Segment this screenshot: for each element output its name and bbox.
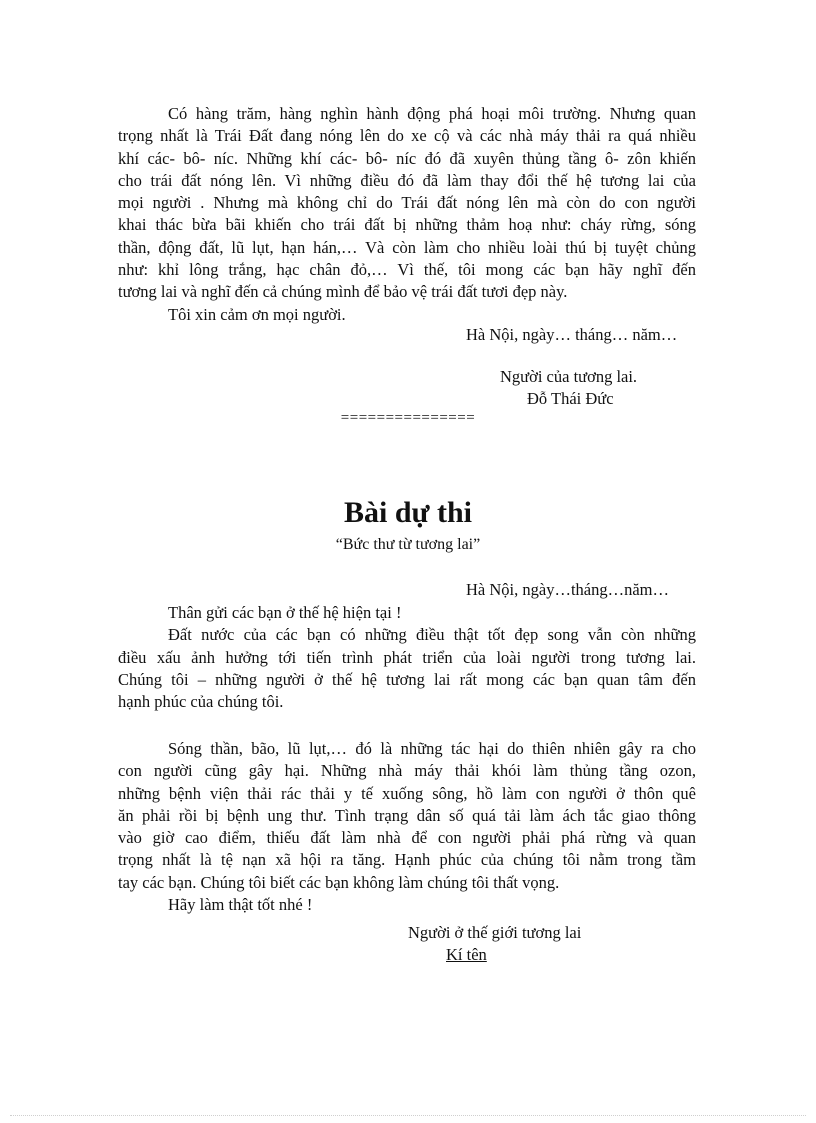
letter2-signature-name: Kí tên <box>446 945 487 964</box>
letter2-body <box>118 602 696 713</box>
letter2-paragraph2 <box>118 738 696 916</box>
paragraph-line: tương lai và nghĩ đến cả chúng mình để bảo vệ trái đất tươi đẹp này. <box>118 282 568 302</box>
letter1-signature-name: Đỗ Thái Đức <box>527 389 614 408</box>
paragraph-line: khai thác bừa bãi khiến cho trái đất bị những thảm hoạ như: cháy rừng, sóng <box>118 215 696 235</box>
letter2-signature-role: Người ở thế giới tương lai <box>408 923 582 942</box>
paragraph-line: điều xấu ảnh hưởng tới tiến trình phát triển của loài người trong tương lai. <box>118 647 696 667</box>
greeting-line: Thân gửi các bạn ở thế hệ hiện tại ! <box>168 603 402 622</box>
paragraph-line: Sóng thần, bão, lũ lụt,… đó là những tác hại do thiên nhiên gây ra cho <box>168 739 696 758</box>
page-subtitle: “Bức thư từ tương lai” <box>335 536 481 553</box>
page-title: Bài dự thi <box>343 496 473 529</box>
paragraph-line: Đất nước của các bạn có những điều thật tốt đẹp song vẫn còn những <box>168 625 696 645</box>
paragraph-line: Có hàng trăm, hàng nghìn hành động phá hoại môi trường. Nhưng quan <box>168 104 696 123</box>
letter1-signature-role: Người của tương lai. <box>500 367 638 386</box>
paragraph-line: khí các- bô- níc. Những khí các- bô- níc đó đã xuyên thủng tầng ô- zôn khiến <box>118 148 696 168</box>
paragraph-line: cho trái đất nóng lên. Vì những điều đó đã làm thay đổi thế hệ tương lai của <box>118 170 696 190</box>
paragraph-line: tay các bạn. Chúng tôi biết các bạn không làm chúng tôi thất vọng. <box>118 872 560 892</box>
thanks-line: Tôi xin cảm ơn mọi người. <box>168 304 346 324</box>
section-separator: =============== <box>340 410 476 426</box>
letter1-paragraph <box>118 103 696 326</box>
paragraph-line: trọng nhất là tệ nạn xã hội ra tăng. Hạnh phúc của chúng tôi nằm trong tầm <box>118 850 696 870</box>
paragraph-line: hạnh phúc của chúng tôi. <box>118 692 284 712</box>
paragraph-line: thần, động đất, lũ lụt, hạn hán,… Và còn làm cho nhiều loài thú bị tuyệt chủng <box>118 237 696 257</box>
closing-line: Hãy làm thật tốt nhé ! <box>168 895 313 915</box>
letter1-place-date: Hà Nội, ngày… tháng… năm… <box>466 325 678 344</box>
paragraph-line: ăn phải rồi bị bệnh ung thư. Tình trạng dân số quá tải làm ách tắc giao thông <box>118 805 696 825</box>
paragraph-line: con người cũng gây hại. Những nhà máy thải khói làm thủng tầng ozon, <box>118 761 696 781</box>
paragraph-line: trọng nhất là Trái Đất đang nóng lên do xe cộ và các nhà máy thải ra quá nhiều <box>118 126 696 146</box>
paragraph-line: vào giờ cao điểm, thiếu đất làm nhà để con người phải phá rừng và quan <box>118 828 696 848</box>
paragraph-line: Chúng tôi – những người ở thế hệ tương lai rất mong các bạn quan tâm đến <box>118 669 696 689</box>
paragraph-line: mọi người . Nhưng mà không chỉ do Trái đất nóng lên mà còn do con người <box>118 193 696 213</box>
page-bottom-border <box>10 1115 806 1116</box>
paragraph-line: như: khỉ lông trắng, hạc chân đỏ,… Vì thế, tôi mong các bạn hãy nghĩ đến <box>118 260 696 280</box>
letter2-place-date: Hà Nội, ngày…tháng…năm… <box>466 580 670 599</box>
paragraph-line: những bệnh viện thải rác thải y tế xuống sông, hồ làm con người ở thôn quê <box>118 783 696 803</box>
